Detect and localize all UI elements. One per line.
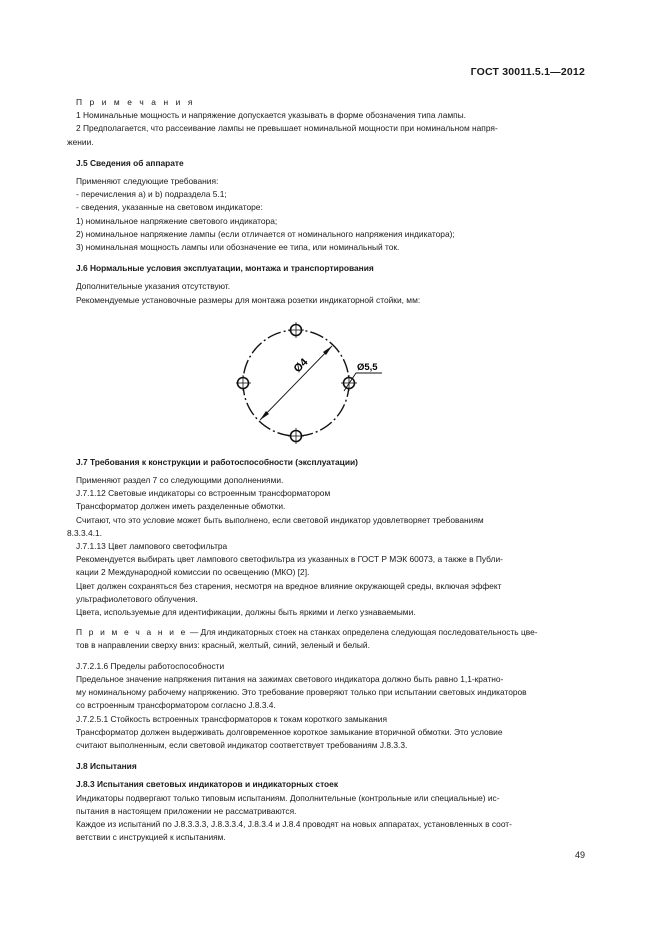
- note-item-2-cont: жении.: [67, 136, 94, 147]
- j7-paragraph-cont: му номинальному рабочему напряжению. Это требование проверяют только при испытании световых индикаторов: [76, 687, 527, 698]
- j7-paragraph-cont: кации 2 Международной комиссии по освещению (МКО) [2].: [76, 567, 310, 578]
- notes-title: П р и м е ч а н и я: [76, 97, 195, 107]
- j7-paragraph: Трансформатор должен иметь разделенные обмотки.: [76, 501, 286, 512]
- section-j7-heading: J.7 Требования к конструкции и работоспособности (эксплуатации): [76, 456, 358, 467]
- clause-j7-1-13: J.7.1.13 Цвет лампового светофильтра: [76, 541, 228, 552]
- j7-paragraph-cont: 8.3.3.4.1.: [67, 527, 102, 538]
- j7-paragraph: Цвет должен сохраняться без старения, несмотря на вредное влияние окружающей среды, включая эффект: [76, 580, 502, 591]
- j8-paragraph: Каждое из испытаний по J.8.3.3.3, J.8.3.3.4, J.8.3.4 и J.8.4 проводят на новых аппаратах, установленных в соот-: [76, 818, 512, 829]
- j5-line: 2) номинальное напряжение лампы (если отличается от номинального напряжения индикатора);: [76, 228, 455, 239]
- page-content: [67, 96, 586, 844]
- j7-paragraph: Считают, что это условие может быть выполнено, если световой индикатор удовлетворяет требованиям: [76, 514, 484, 525]
- clause-j7-2-5-1: J.7.2.5.1 Стойкость встроенных трансформаторов к токам короткого замыкания: [76, 713, 387, 724]
- j5-line: Применяют следующие требования:: [76, 176, 219, 187]
- note-item-2: 2 Предполагается, что рассеивание лампы не превышает номинальной мощности при номинальном напря-: [76, 123, 498, 134]
- j6-line: Дополнительные указания отсутствуют.: [76, 281, 231, 292]
- j6-line: Рекомендуемые установочные размеры для монтажа розетки индикаторной стойки, мм:: [76, 294, 421, 305]
- j5-line: 1) номинальное напряжение светового индикатора;: [76, 215, 278, 226]
- j7-paragraph: Рекомендуется выбирать цвет лампового светофильтра из указанных в ГОСТ Р МЭК 60073, а также в Публи-: [76, 554, 503, 565]
- j7-paragraph-cont: считают выполненным, если световой индикатор соответствует требованиям J.8.3.3.: [76, 739, 408, 750]
- j7-note-label: П р и м е ч а н и е: [76, 627, 188, 638]
- hole-diameter-label: Ø5,5: [357, 361, 378, 373]
- section-j6-heading: J.6 Нормальные условия эксплуатации, монтажа и транспортирования: [76, 263, 374, 274]
- diameter-dimension-line: [260, 346, 332, 420]
- clause-j7-2-1-6: J.7.2.1.6 Пределы работоспособности: [76, 660, 225, 671]
- j7-paragraph-cont: ультрафиолетового облучения.: [76, 593, 198, 604]
- mounting-hole-top: [288, 322, 304, 338]
- standard-header: ГОСТ 30011.5.1—2012: [470, 66, 585, 78]
- j7-note-cont: тов в направлении сверху вниз: красный, желтый, синий, зеленый и белый.: [76, 640, 370, 651]
- j5-line: - перечисления a) и b) подраздела 5.1;: [76, 189, 227, 200]
- j8-paragraph: Индикаторы подвергают только типовым испытаниям. Дополнительные (контрольные или специальные) ис-: [76, 792, 500, 803]
- mounting-drawing: [76, 311, 586, 451]
- mounting-drawing-svg: [236, 311, 396, 451]
- j7-paragraph: Цвета, используемые для идентификации, должны быть яркими и легко узнаваемыми.: [76, 607, 416, 618]
- page-number: 49: [574, 850, 585, 860]
- j7-note: [76, 626, 586, 639]
- j5-line: - сведения, указанные на световом индикаторе:: [76, 202, 263, 213]
- j5-line: 3) номинальная мощность лампы или обозначение ее типа, или номинальный ток.: [76, 242, 400, 253]
- section-j8-heading: J.8 Испытания: [76, 761, 137, 772]
- mounting-hole-left: [236, 375, 251, 391]
- section-j5-heading: J.5 Сведения об аппарате: [76, 157, 184, 168]
- j7-paragraph: Применяют раздел 7 со следующими дополнениями.: [76, 475, 284, 486]
- j8-paragraph-cont: ветствии с инструкцией к испытаниям.: [76, 832, 226, 843]
- j7-note-text: — Для индикаторных стоек на станках определена следующая последовательность цве-: [187, 627, 538, 638]
- j8-paragraph-cont: пытания в настоящем приложении не рассматриваются.: [76, 805, 297, 816]
- diameter-label: Ø4: [291, 356, 311, 375]
- j7-paragraph: Предельное значение напряжения питания на зажимах светового индикатора должно быть равно 1,1-кратно-: [76, 673, 504, 684]
- j7-paragraph-cont: со встроенным трансформатором согласно J.8.3.4.: [76, 700, 276, 711]
- section-j8-3-heading: J.8.3 Испытания световых индикаторов и индикаторных стоек: [76, 779, 339, 790]
- j7-paragraph: Трансформатор должен выдерживать долговременное короткое замыкание вторичной обмотки. Это условие: [76, 726, 503, 737]
- note-item-1: 1 Номинальные мощность и напряжение допускается указывать в форме обозначения типа лампы.: [76, 110, 466, 121]
- mounting-hole-bottom: [288, 428, 304, 444]
- clause-j7-1-12: J.7.1.12 Световые индикаторы со встроенным трансформатором: [76, 488, 331, 499]
